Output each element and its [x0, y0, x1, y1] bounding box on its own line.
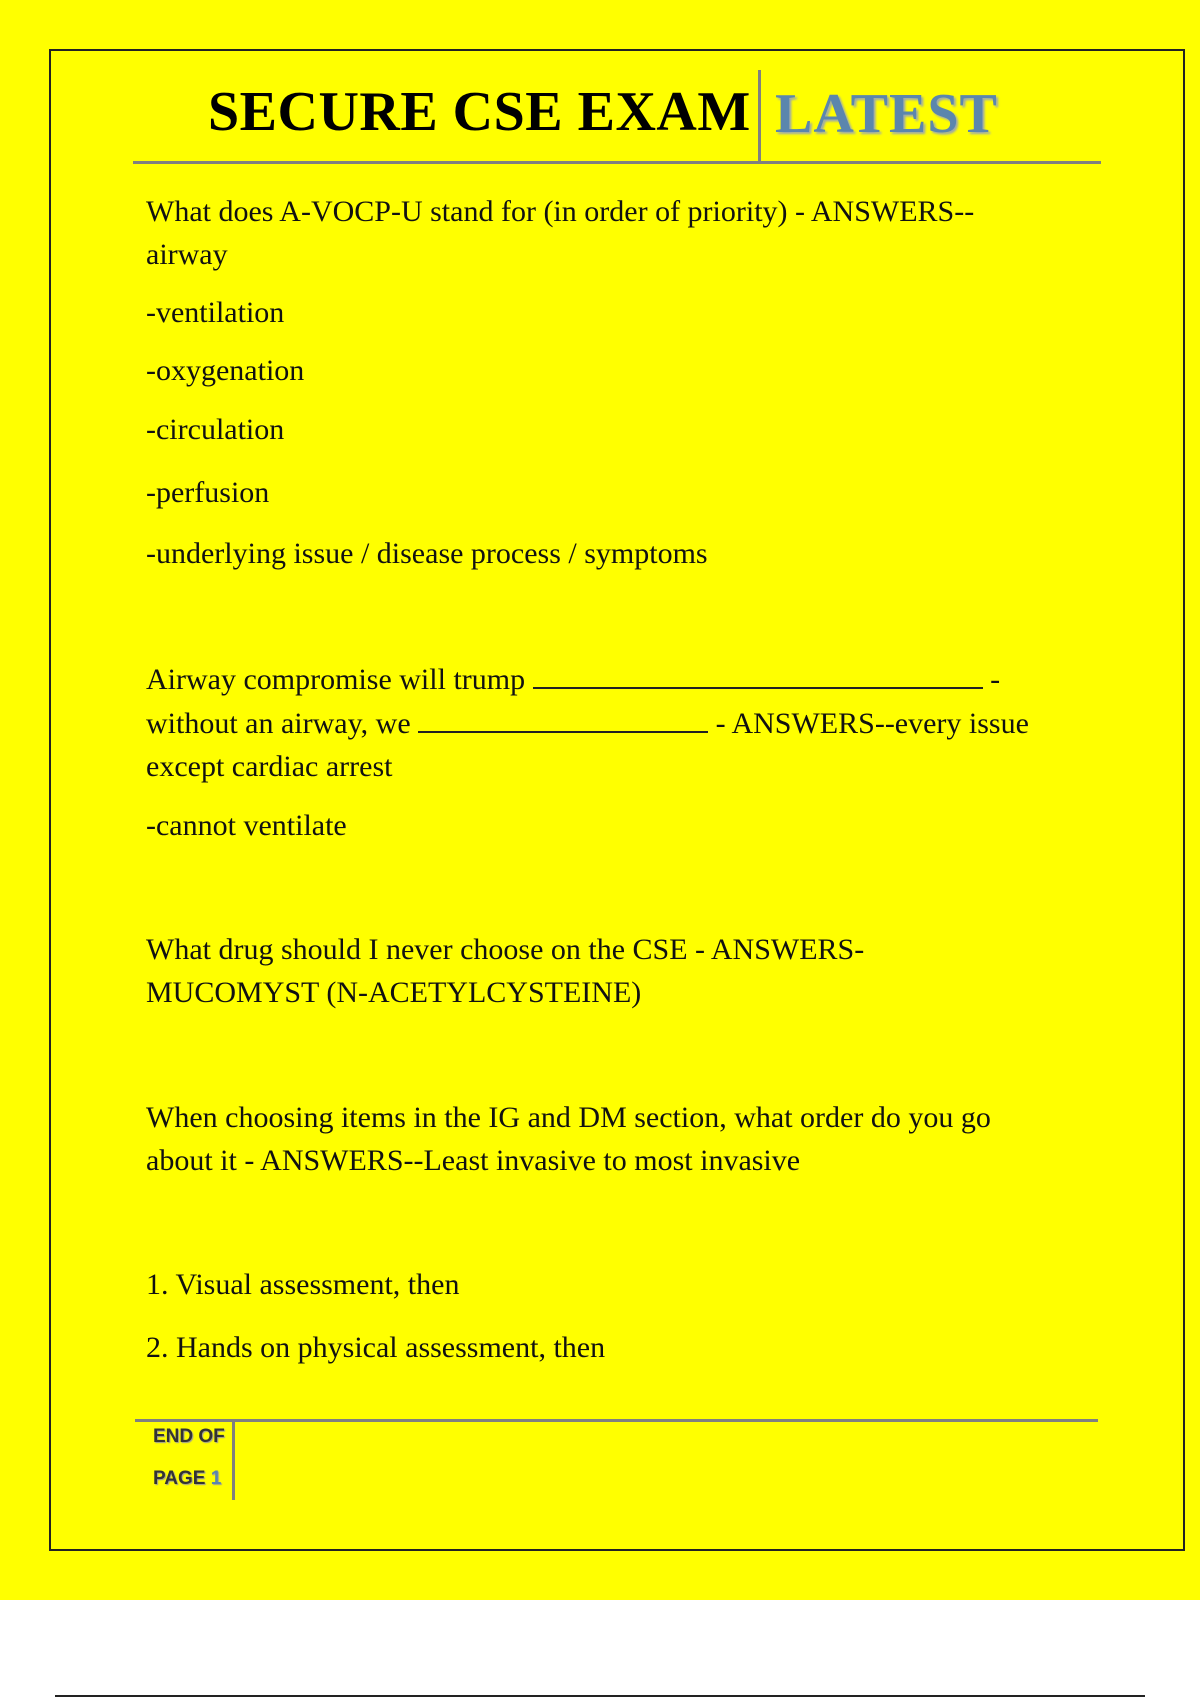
- footer-rule: [135, 1419, 1098, 1422]
- footer-page-number: 1: [210, 1468, 222, 1489]
- fill-in-blank: [418, 701, 708, 733]
- footer-label-line-2: [153, 1468, 221, 1490]
- question-1: What does A-VOCP-U stand for (in order of priority) - ANSWERS--: [146, 195, 975, 228]
- next-page-rule: [55, 1695, 1145, 1697]
- question-2-answer: - ANSWERS--every issue: [715, 707, 1029, 740]
- question-2-line-2: [146, 701, 1096, 745]
- header-accent: LATEST: [775, 83, 998, 145]
- question-2-dash: -: [990, 663, 1001, 696]
- question-2-line-3: except cardiac arrest: [146, 750, 393, 783]
- answer-item: -perfusion: [146, 476, 270, 509]
- step-item: 1. Visual assessment, then: [146, 1268, 460, 1301]
- question-4-line-2: about it - ANSWERS--Least invasive to most invasive: [146, 1144, 801, 1177]
- page-header: [133, 70, 1101, 164]
- question-2-text: Airway compromise will trump: [146, 663, 526, 696]
- answer-item: -oxygenation: [146, 354, 305, 387]
- question-4-line-1: When choosing items in the IG and DM section, what order do you go: [146, 1101, 991, 1134]
- header-divider: [758, 70, 761, 161]
- question-3-line-2: MUCOMYST (N-ACETYLCYSTEINE): [146, 976, 642, 1009]
- answer-item: -cannot ventilate: [146, 809, 347, 842]
- question-3-line-1: What drug should I never choose on the CSE - ANSWERS-: [146, 933, 865, 966]
- footer-page-word: PAGE: [153, 1468, 206, 1489]
- page-content: [146, 190, 1096, 1369]
- question-2-line-1: [146, 657, 1096, 701]
- answer-item: -underlying issue / disease process / symptoms: [146, 537, 708, 570]
- question-2-text: without an airway, we: [146, 707, 411, 740]
- question-1-continued: airway: [146, 238, 228, 271]
- answer-item: -ventilation: [146, 296, 285, 329]
- page-footer: [135, 1422, 235, 1500]
- fill-in-blank: [533, 657, 983, 689]
- header-title: SECURE CSE EXAM: [208, 81, 751, 143]
- step-item: 2. Hands on physical assessment, then: [146, 1331, 606, 1364]
- footer-label-line-1: END OF: [153, 1426, 225, 1447]
- answer-item: -circulation: [146, 413, 285, 446]
